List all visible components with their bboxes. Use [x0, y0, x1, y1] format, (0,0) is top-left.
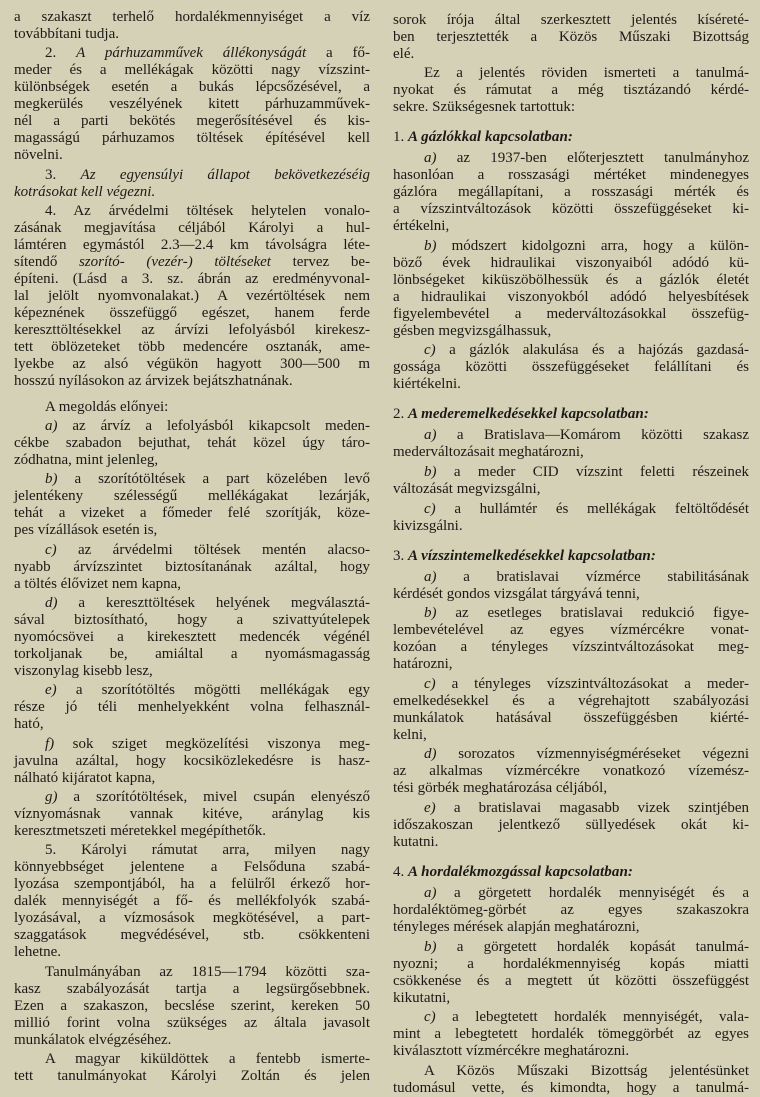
- text-line: [393, 238, 749, 255]
- italic-text-run: Az egyensúlyi állapot bekövetkezéséig: [80, 166, 371, 183]
- text-line: [14, 184, 370, 201]
- text-line: része jó téli menhelyekként volna felhasznál-: [14, 699, 370, 716]
- text-line: javulna azáltal, hogy kocsiközlekedésre is hasz-: [14, 752, 370, 769]
- italic-text-run: e): [45, 682, 57, 699]
- text-line: emelkedésekkel és a végrehajtott szabályozási: [393, 692, 749, 709]
- text-line: [14, 682, 370, 699]
- italic-text-run: b): [424, 938, 437, 955]
- text-line: tényleges mérések alapján meghatározni,: [393, 918, 640, 935]
- text-line: [393, 1009, 749, 1026]
- text-line: keresztmetszeti méretekkel megépíthetők.: [14, 822, 266, 839]
- text-line: dalék mennyiségét a fő- és mellékfolyók szabá-: [14, 893, 370, 910]
- italic-text-run: A hordalékmozgással kapcsolatban:: [408, 863, 633, 880]
- text-run: 2.: [45, 45, 77, 62]
- text-line: hordaléktömeg-görbét az egyes szakaszokra: [393, 901, 749, 918]
- text-line: lyozásával, a vízmosások megkötésével, a part-: [14, 910, 370, 927]
- text-line: nyomócsövei a kirekesztett medencék végénél: [14, 629, 370, 646]
- text-line: munkálatok elvégzéséhez.: [14, 1031, 172, 1048]
- text-line: lembevételével az egyes vízmércékre vonat-: [393, 622, 749, 639]
- paragraph: [393, 65, 749, 116]
- paragraph: [14, 842, 370, 961]
- text-line: kivizsgálni.: [393, 517, 463, 534]
- text-line: csökkenése és a megtett út közötti összefüggést: [393, 972, 749, 989]
- text-run: a bratislavai magasabb vizek szintjében: [435, 799, 749, 816]
- italic-text-run: c): [424, 675, 436, 692]
- paragraph: [393, 238, 749, 340]
- text-line: [393, 464, 749, 481]
- italic-text-run: kotrásokat kell végezni.: [14, 183, 156, 200]
- paragraph: [14, 789, 370, 840]
- text-line: 5. Károlyi rámutat arra, milyen nagy: [45, 842, 370, 859]
- text-line: ben terjesztették a Közös Műszaki Bizottság: [393, 28, 749, 45]
- text-line: gossága közötti összefüggéseket felállítani és: [393, 359, 749, 376]
- paragraph: [393, 150, 749, 235]
- italic-text-run: b): [424, 237, 437, 254]
- text-run: a szorítótöltések a part közelében levő: [57, 471, 370, 488]
- italic-text-run: e): [424, 799, 436, 816]
- text-run: sítendő: [14, 253, 79, 270]
- paragraph: [14, 418, 370, 469]
- text-line: lyozása szempontjából, ha a felülről érkező hor-: [14, 876, 370, 893]
- paragraph: [393, 569, 749, 603]
- paragraph: [393, 501, 749, 535]
- text-run: a bratislavai vízmérce stabilitásának: [436, 568, 749, 585]
- paragraph: [14, 736, 370, 787]
- paragraph: [393, 1009, 749, 1060]
- text-line: ható,: [14, 716, 44, 733]
- italic-text-run: c): [424, 500, 436, 517]
- text-line: különbségek esetén a bukás lépcsőzésével, a: [14, 79, 370, 96]
- text-line: tési görbék meghatározása céljából,: [393, 780, 608, 797]
- text-line: A magyar kiküldöttek a fentebb ismerte-: [45, 1050, 370, 1067]
- text-line: cékbe szabadon bejuthat, tehát közel úgy táro-: [14, 435, 370, 452]
- text-run: a szorítótöltések, mivel csupán elenyésző: [57, 788, 370, 805]
- text-run: az 1937-ben előterjesztett tanulmányhoz: [436, 150, 749, 167]
- text-run: a szorítótöltés mögötti mellékágak egy: [56, 682, 370, 699]
- text-run: a gázlók alakulása és a hajózás gazdasá-: [435, 342, 749, 359]
- text-line: hasonlóan a rosszasági mértéket mindenegyes: [393, 167, 749, 184]
- text-line: tett öblözeteket több medencére osztanák, ame-: [14, 338, 370, 355]
- text-line: lal jelölt nyomvonalakat.) A vezértöltések nem: [14, 287, 370, 304]
- text-line: a vízszintváltozások közötti összefüggéseket ki-: [393, 201, 749, 218]
- text-line: nálható kijáratot kapna,: [14, 769, 156, 786]
- text-run: 2.: [393, 406, 408, 423]
- text-line: [14, 595, 370, 612]
- italic-text-run: a): [424, 884, 437, 901]
- paragraph: [393, 427, 749, 461]
- text-line: A Közös Műszaki Bizottság jelentésünket: [424, 1062, 749, 1079]
- text-line: nél a parti bekötés megerősítésével és kis-: [14, 113, 370, 130]
- paragraph: [393, 939, 749, 1007]
- text-line: 4. Az árvédelmi töltések helytelen vonalo-: [45, 202, 370, 219]
- text-line: [14, 471, 370, 488]
- text-run: a Bratislava—Komárom közötti szakasz: [436, 427, 749, 444]
- text-run: tervez be-: [270, 253, 370, 270]
- section-heading: [393, 864, 749, 881]
- text-run: módszert kidolgozni arra, hogy a külön-: [436, 237, 749, 254]
- text-line: határozni,: [393, 656, 453, 673]
- italic-text-run: A gázlókkal kapcsolatban:: [408, 129, 574, 146]
- text-line: építeni. (Lásd a 3. sz. ábrán az eredményvonal-: [14, 270, 370, 287]
- text-line: torkoljanak be, amiáltal a nyomásmagasság: [14, 646, 370, 663]
- paragraph: [393, 464, 749, 498]
- text-line: kikutatni,: [393, 989, 451, 1006]
- text-run: 3.: [45, 166, 81, 183]
- text-line: szaggatások megvédésével, stb. csökkenteni: [14, 927, 370, 944]
- italic-text-run: a): [424, 568, 437, 585]
- italic-text-run: A vízszintemelkedésekkel kapcsolatban:: [408, 547, 656, 564]
- italic-text-run: A párhuzamművek állékonyságát: [76, 45, 307, 62]
- italic-text-run: c): [45, 541, 57, 558]
- left-column: [14, 9, 370, 1085]
- text-line: időszakoszan jelentkező süllyedések okát ki-: [393, 816, 749, 833]
- text-line: millió forint volna szükséges az általa javasolt: [14, 1014, 370, 1031]
- text-line: viszonylag kisebb lesz,: [14, 663, 153, 680]
- text-line: a szakaszt terhelő hordalékmennyiséget a víz: [14, 9, 370, 25]
- text-run: a meder CID vízszint feletti részeinek: [436, 463, 749, 480]
- text-run: az árvíz a lefolyásból kikapcsolt meden-: [57, 418, 370, 435]
- text-run: a fő-: [306, 45, 370, 62]
- text-line: Ezen a szakaszon, becslése szerint, kereken 50: [14, 997, 370, 1014]
- text-run: a görgetett hordalék kopását tanulmá-: [436, 938, 749, 955]
- right-column: [393, 9, 749, 1097]
- text-line: kasz szabályozását tartja a legsürgősebbnek.: [14, 980, 370, 997]
- paragraph: [14, 682, 370, 733]
- text-line: [393, 746, 749, 763]
- text-line: lönbségeket kiküszöbölhessük és a gázlók életét: [393, 271, 749, 288]
- text-line: értékelni,: [393, 218, 450, 235]
- text-line: gésben megvizsgálhassuk,: [393, 322, 552, 339]
- text-line: a hidraulikai viszonyokból adódó helyesbítések: [393, 288, 749, 305]
- text-line: nyokat és rámutat a még tisztázandó kérdé-: [393, 82, 749, 99]
- text-line: [393, 548, 749, 565]
- text-run: az árvédelmi töltések mentén alacso-: [56, 541, 370, 558]
- text-line: sorok írója által szerkesztett jelentés kíséreté-: [393, 11, 749, 28]
- text-run: 4.: [393, 863, 408, 880]
- paragraph: [14, 964, 370, 1049]
- text-run: a hullámtér és mellékágak feltöltődését: [435, 500, 749, 517]
- text-run: a tényleges vízszintváltozásokat a meder-: [435, 675, 749, 692]
- text-line: [14, 418, 370, 435]
- italic-text-run: b): [45, 471, 58, 488]
- paragraph: [393, 12, 749, 63]
- italic-text-run: A mederemelkedésekkel kapcsolatban:: [408, 406, 649, 423]
- text-line: [14, 167, 370, 184]
- text-line: Ez a jelentés röviden ismerteti a tanulmá-: [424, 65, 749, 82]
- text-line: A megoldás előnyei:: [45, 398, 169, 415]
- text-line: [393, 342, 749, 359]
- text-line: [14, 45, 370, 62]
- paragraph: [14, 45, 370, 164]
- text-line: kelni,: [393, 726, 427, 743]
- paragraph: [14, 542, 370, 593]
- text-line: elé.: [393, 45, 415, 62]
- paragraph: [14, 1051, 370, 1085]
- text-line: lámtéren egymástól 2.3—2.4 km távolságra léte-: [14, 236, 370, 253]
- text-line: jelentékeny szélességű mellékágakat lezárják,: [14, 488, 370, 505]
- text-line: munkálatok hatásával összefüggésben kiérté-: [393, 709, 749, 726]
- text-line: lyekbe az alsó végükön hagyott 300—500 m: [14, 355, 370, 372]
- text-line: nyabb árvízszintet biztosítanának azáltal, hogy: [14, 558, 370, 575]
- italic-text-run: b): [424, 463, 437, 480]
- text-line: kereszttöltésekkel az árvízi lefolyásból kirekesz-: [14, 321, 370, 338]
- text-line: [393, 800, 749, 817]
- text-line: [393, 501, 749, 518]
- section-heading: [393, 406, 749, 423]
- text-line: hosszú nyílásokon az árvizek bejátszhatnának.: [14, 372, 293, 389]
- italic-text-run: c): [424, 1009, 436, 1026]
- text-line: gázlóra megállapítani, a rosszasági mérték és: [393, 184, 749, 201]
- text-line: [14, 542, 370, 559]
- paragraph: [14, 9, 370, 43]
- text-line: nyozni; a hordalékmennyiség kopás miatti: [393, 955, 749, 972]
- paragraph: [393, 1063, 749, 1097]
- text-line: könnyebbséget jelentene a Felsőduna szabá-: [14, 859, 370, 876]
- italic-text-run: a): [45, 418, 58, 435]
- text-line: zásának megjavítása céljából Károlyi a hul-: [14, 219, 370, 236]
- paragraph: [393, 746, 749, 797]
- paragraph: [393, 885, 749, 936]
- text-line: [393, 150, 749, 167]
- text-line: kiválasztott vízmércékre meghatározni.: [393, 1043, 630, 1060]
- italic-text-run: c): [424, 342, 436, 359]
- text-line: [393, 939, 749, 956]
- text-line: lehetne.: [14, 944, 62, 961]
- text-line: pes vízállások esetén is,: [14, 522, 158, 539]
- text-line: kozóan a tényleges vízszintváltozásokat meg-: [393, 639, 749, 656]
- text-line: tett tanulmányokat Károlyi Zoltán és jelen: [14, 1067, 370, 1084]
- text-line: [393, 676, 749, 693]
- text-line: [393, 864, 749, 881]
- italic-text-run: b): [424, 605, 437, 622]
- text-line: [393, 605, 749, 622]
- text-run: a görgetett hordalék mennyiségét és a: [436, 884, 749, 901]
- paragraph: [14, 167, 370, 201]
- italic-text-run: a): [424, 150, 437, 167]
- text-line: kiértékelni.: [393, 376, 461, 393]
- text-line: sekre. Szükségesnek tartottuk:: [393, 99, 576, 116]
- text-line: képeznének összefüggő egészet, hanem ferde: [14, 304, 370, 321]
- text-line: zódhatna, mint jelenleg,: [14, 452, 159, 469]
- paragraph: [393, 342, 749, 393]
- paragraph: [14, 595, 370, 680]
- text-line: [393, 129, 749, 146]
- text-line: mederváltozásait meghatározni,: [393, 444, 584, 461]
- text-line: meder és a mellékágak közötti nagy vízszint-: [14, 62, 370, 79]
- italic-text-run: d): [45, 595, 58, 612]
- text-line: [393, 406, 749, 423]
- text-run: 1.: [393, 129, 408, 146]
- text-line: az alkalmas vízmércékre vonatkozó vízemész-: [393, 763, 749, 780]
- text-line: [14, 789, 370, 806]
- paragraph: [14, 399, 370, 416]
- text-run: a lebegtetett hordalék mennyiségét, vala-: [435, 1009, 749, 1026]
- section-heading: [393, 548, 749, 565]
- text-line: [393, 569, 749, 586]
- text-line: figyelembevétel a mederváltozásokkal összefüg-: [393, 305, 749, 322]
- text-run: az esetleges bratislavai redukció figye-: [436, 605, 749, 622]
- text-line: [393, 427, 749, 444]
- italic-text-run: a): [424, 427, 437, 444]
- text-line: [393, 885, 749, 902]
- paragraph: [14, 203, 370, 390]
- text-line: böző évek hidraulikai viszonyaiból adódó kü-: [393, 254, 749, 271]
- text-line: mint a lebegtetett hordalék tömeggörbét az egyes: [393, 1026, 749, 1043]
- section-heading: [393, 129, 749, 146]
- text-line: növelni.: [14, 147, 63, 164]
- text-line: továbbítani tudja.: [14, 26, 119, 42]
- text-line: a töltés élővizet nem kapna,: [14, 575, 182, 592]
- italic-text-run: g): [45, 788, 58, 805]
- text-run: a kereszttöltések helyének megválasztá-: [57, 595, 370, 612]
- text-run: sok sziget megközelítési viszonya meg-: [54, 735, 370, 752]
- paragraph: [14, 471, 370, 539]
- text-line: tehát a vizeket a főmeder felé szorítják, köze-: [14, 505, 370, 522]
- italic-text-run: f): [45, 735, 55, 752]
- text-line: kérdését gondos vizsgálat tárgyává tenni,: [393, 585, 640, 602]
- text-line: [14, 736, 370, 753]
- text-line: Tanulmányában az 1815—1794 közötti sza-: [45, 963, 370, 980]
- text-line: magasságú párhuzamos töltések építésével kell: [14, 130, 370, 147]
- text-run: sorozatos vízmennyiségméréseket végezni: [436, 746, 749, 763]
- text-line: víznyomásnak vannak kitéve, aránylag kis: [14, 805, 370, 822]
- paragraph: [393, 676, 749, 744]
- paragraph: [393, 605, 749, 673]
- paragraph: [393, 800, 749, 851]
- text-line: kutatni.: [393, 833, 439, 850]
- italic-text-run: d): [424, 746, 437, 763]
- text-run: 3.: [393, 547, 408, 564]
- text-line: tudomásul vette, és kimondta, hogy a tanulmá-: [393, 1079, 749, 1096]
- text-line: változását megvizsgálni,: [393, 480, 541, 497]
- text-line: sával biztosítható, hogy a szivattyútelepek: [14, 612, 370, 629]
- italic-text-run: szorító- (vezér-) töltéseket: [78, 253, 271, 270]
- text-line: megkerülés veszélyének kitett párhuzamművek-: [14, 96, 370, 113]
- text-line: [14, 254, 370, 271]
